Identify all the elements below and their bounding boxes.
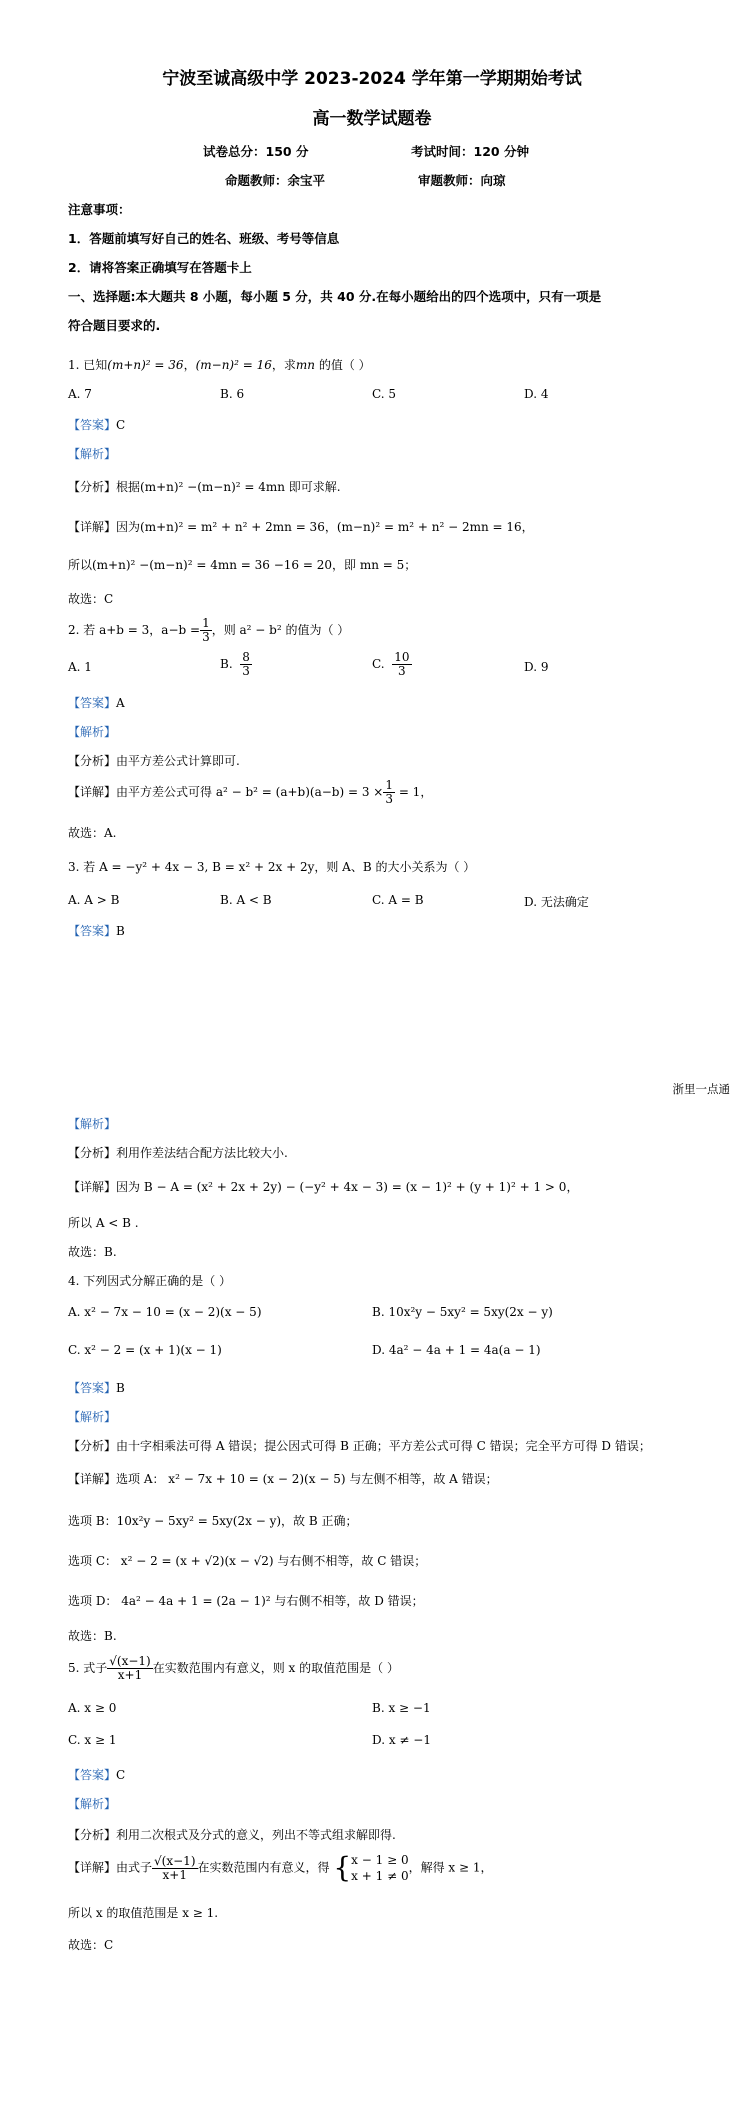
- setter: 命题教师：余宝平: [225, 173, 326, 188]
- q2-stem: 2. 若 a+b = 3，a−b = $\frac{1}{3}$ ，则 a² − b² 的值为（ ）: [68, 616, 350, 645]
- q4-option-d-check: 选项 D： 4a² − 4a + 1 = (2a − 1)² 与右侧不相等，故 D 错误；: [68, 1594, 424, 1608]
- exam-subtitle: 高一数学试题卷: [312, 109, 432, 129]
- q1-answer: 【答案】C: [68, 418, 126, 432]
- q3-analysis-label: 【解析】: [68, 1117, 117, 1131]
- q3-conclusion: 故选：B.: [68, 1245, 117, 1259]
- q1-option-d: D. 4: [524, 387, 549, 401]
- q5-stem: 5. 式子 $\frac{√(x-1)}{x+1}$ 在实数范围内有意义，则 x 的取值范围是（ ）: [68, 1654, 399, 1683]
- q3-option-c: C. A = B: [372, 893, 424, 907]
- q4-stem: 4. 下列因式分解正确的是（ ）: [68, 1274, 232, 1288]
- q2-fenxi: 【分析】由平方差公式计算即可.: [68, 754, 240, 768]
- q5-option-a: A. x ≥ 0: [68, 1701, 117, 1715]
- q1-fenxi: 【分析】根据(m+n)² −(m−n)² = 4mn 即可求解.: [68, 480, 341, 494]
- q3-option-a: A. A > B: [68, 893, 120, 907]
- section-heading-line2: 符合题目要求的.: [68, 318, 161, 333]
- q3-xiangjie: 【详解】因为 B − A = (x² + 2x + 2y) − (−y² + 4x − 3) = (x − 1)² + (y + 1)² + 1 > 0，: [68, 1180, 579, 1194]
- q3-option-b: B. A < B: [220, 893, 272, 907]
- q4-fenxi: 【分析】由十字相乘法可得 A 错误；提公因式可得 B 正确；平方差公式可得 C 错误；完全平方可得 D 错误；: [68, 1439, 651, 1453]
- q4-option-c: C. x² − 2 = (x + 1)(x − 1): [68, 1343, 222, 1357]
- q2-option-c: C. $\frac{10}{3}$: [372, 650, 410, 679]
- q1-option-a: A. 7: [68, 387, 92, 401]
- section-heading-line1: 一、选择题:本大题共 8 小题，每小题 5 分，共 40 分.在每小题给出的四个选项中，只有一项是: [68, 289, 602, 304]
- q5-option-d: D. x ≠ −1: [372, 1733, 431, 1747]
- exam-title: 宁波至诚高级中学 2023-2024 学年第一学期期始考试: [162, 69, 582, 89]
- q5-xiangjie: 【详解】由式子 $\frac{√(x-1)}{x+1}$ 在实数范围内有意义，得 { x − 1 ≥ 0 x + 1 ≠ 0 ，解得 x ≥ 1，: [68, 1851, 493, 1885]
- q2-option-a: A. 1: [68, 660, 92, 674]
- q1-solution-line2: 所以(m+n)² −(m−n)² = 4mn = 36 −16 = 20，即 mn = 5；: [68, 558, 417, 572]
- q4-analysis-label: 【解析】: [68, 1410, 117, 1424]
- q3-stem: 3. 若 A = −y² + 4x − 3, B = x² + 2x + 2y，则 A、B 的大小关系为（ ）: [68, 860, 476, 874]
- q5-solution-line2: 所以 x 的取值范围是 x ≥ 1.: [68, 1906, 219, 1920]
- q2-option-d: D. 9: [524, 660, 549, 674]
- q5-analysis-label: 【解析】: [68, 1797, 117, 1811]
- q2-option-b: B. $\frac{8}{3}$: [220, 650, 250, 679]
- q4-option-b-check: 选项 B：10x²y − 5xy² = 5xy(2x − y)，故 B 正确；: [68, 1514, 358, 1528]
- q5-fenxi: 【分析】利用二次根式及分式的意义，列出不等式组求解即得.: [68, 1828, 396, 1842]
- q4-conclusion: 故选：B.: [68, 1629, 117, 1643]
- q3-answer: 【答案】B: [68, 924, 125, 938]
- q2-conclusion: 故选：A.: [68, 826, 117, 840]
- q1-xiangjie: 【详解】因为(m+n)² = m² + n² + 2mn = 36，(m−n)² = m² + n² − 2mn = 16，: [68, 520, 534, 534]
- q2-xiangjie: 【详解】由平方差公式可得 a² − b² = (a+b)(a−b) = 3 × $\frac{1}{3}$ = 1，: [68, 778, 433, 807]
- q4-option-a: A. x² − 7x − 10 = (x − 2)(x − 5): [68, 1305, 262, 1319]
- q4-option-b: B. 10x²y − 5xy² = 5xy(2x − y): [372, 1305, 553, 1319]
- exam-time: 考试时间：120 分钟: [411, 144, 529, 159]
- q4-option-d: D. 4a² − 4a + 1 = 4a(a − 1): [372, 1343, 541, 1357]
- q4-xiangjie: 【详解】选项 A： x² − 7x + 10 = (x − 2)(x − 5) 与左侧不相等，故 A 错误；: [68, 1472, 498, 1486]
- q1-analysis-label: 【解析】: [68, 447, 117, 461]
- notes-item-2: 2．请将答案正确填写在答题卡上: [68, 260, 252, 275]
- notes-item-1: 1．答题前填写好自己的姓名、班级、考号等信息: [68, 231, 340, 246]
- q3-option-d: D. 无法确定: [524, 895, 589, 909]
- q3-solution-line2: 所以 A < B .: [68, 1216, 139, 1230]
- q1-conclusion: 故选：C: [68, 592, 114, 606]
- q1-option-c: C. 5: [372, 387, 397, 401]
- reviewer: 审题教师：向琼: [418, 173, 506, 188]
- watermark: 浙里一点通: [672, 1082, 730, 1096]
- q4-answer: 【答案】B: [68, 1381, 125, 1395]
- q2-answer: 【答案】A: [68, 696, 125, 710]
- q5-conclusion: 故选：C: [68, 1938, 114, 1952]
- q3-fenxi: 【分析】利用作差法结合配方法比较大小.: [68, 1146, 288, 1160]
- q5-option-c: C. x ≥ 1: [68, 1733, 117, 1747]
- q2-analysis-label: 【解析】: [68, 725, 117, 739]
- total-score: 试卷总分：150 分: [203, 144, 309, 159]
- q4-option-c-check: 选项 C： x² − 2 = (x + √2)(x − √2) 与右侧不相等，故 C 错误；: [68, 1554, 427, 1568]
- notes-heading: 注意事项：: [68, 202, 131, 217]
- q1-option-b: B. 6: [220, 387, 245, 401]
- q5-option-b: B. x ≥ −1: [372, 1701, 431, 1715]
- q1-stem: 1. 已知(m+n)² = 36，(m−n)² = 16，求mn 的值（ ）: [68, 358, 371, 372]
- q5-answer: 【答案】C: [68, 1768, 126, 1782]
